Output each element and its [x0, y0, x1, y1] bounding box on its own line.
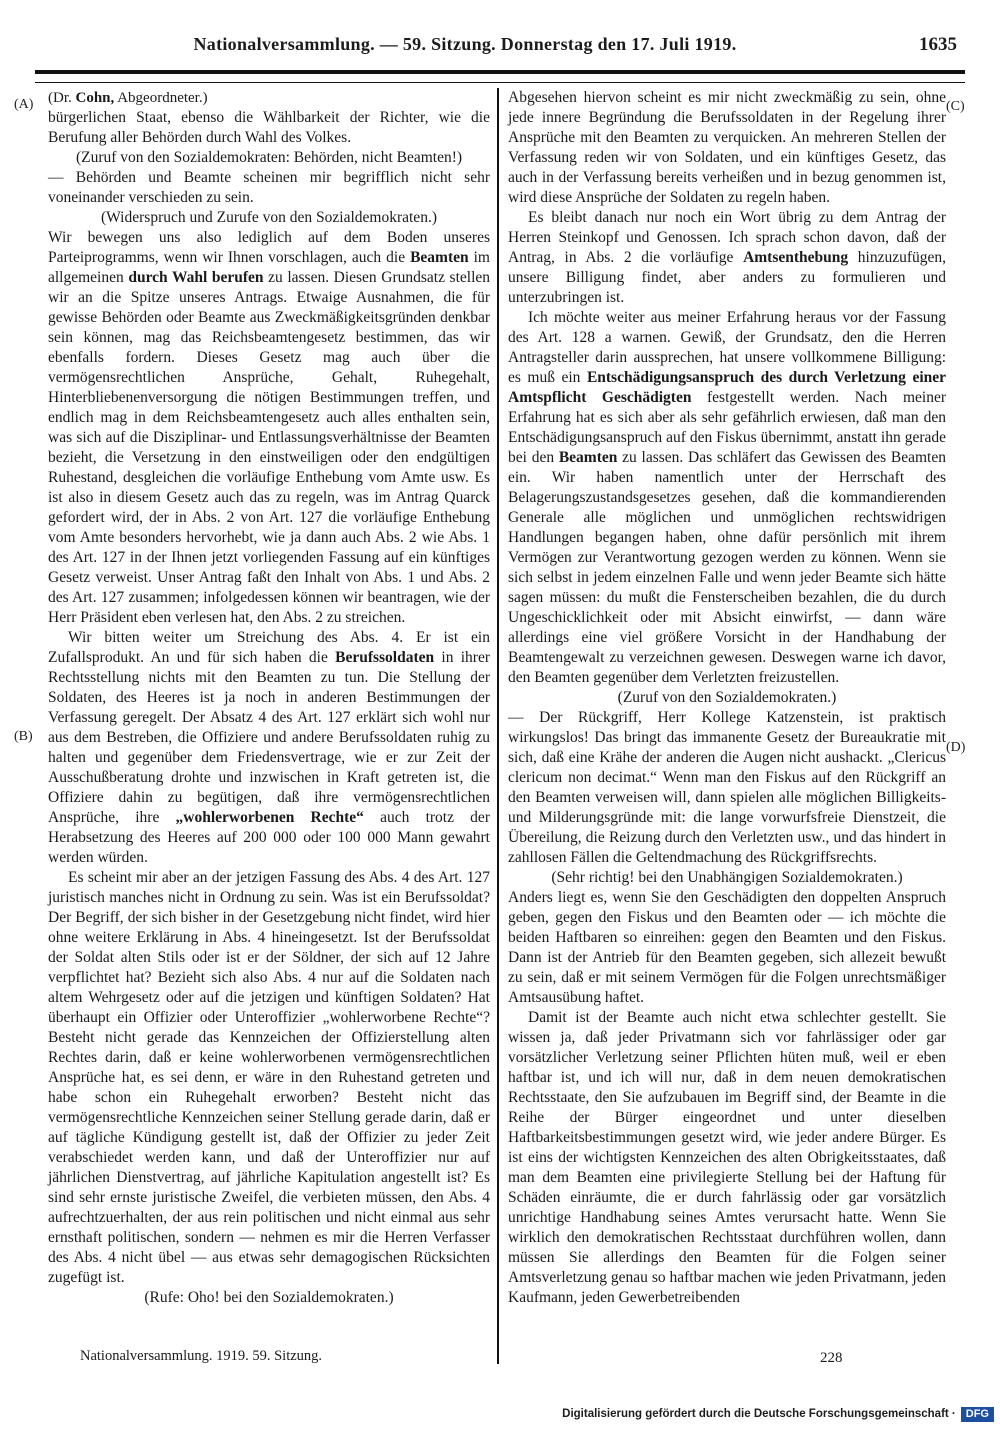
speech-paragraph: Es scheint mir aber an der jetzigen Fassung des Abs. 4 des Art. 127 juristisch manches nicht in Ordnung zu sein. Was ist ein Berufssoldat? Der Begriff, der sich bisher in der Gesetzgebung nicht findet, wird hier ohne weitere Erklärung in Abs. 4 hineingesetzt. Ist der Berufssoldat der Soldat alten Stils oder ist er der Söldner, der sich auf 12 Jahre verpflichtet hat? Bezieht sich also Abs. 4 nur auf die Soldaten nach altem Wehrgesetz oder auf die jetzigen und künftigen Soldaten? Hat überhaupt ein Offizier oder Unteroffizier „wohlerworbene Rechte“? Besteht nicht gerade das Kennzeichen der Offizierstellung alten Rechtes darin, daß er keine wohlerworbenen vermögensrechtlichen Ansprüche hat, es sei denn, er wäre in den Ruhestand getreten und habe schon ein Ruhegehalt erworben? Besteht nicht das vermögensrechtliche Kennzeichen seiner Stellung gerade darin, daß er auf tägliche Kündigung gestellt ist, daß der Offizier zu jeder Zeit verabschiedet werden kann, und daß der Unteroffizier nur auf jährlichen Dienstvertrag, auf jährliche Kapitulation angestellt ist? Es sind sehr ernste juristische Zweifel, die verbieten müssen, den Abs. 4 aufrechtzuerhalten, der aus rein politischen und nicht einmal aus sehr ernsthaft politischen, sondern — nehmen es mir die Herren Verfasser des Abs. 4 nicht übel — aus etwas sehr demagogischen Rücksichten zugefügt ist. [48, 869, 490, 1286]
margin-label-b: (B) [14, 729, 33, 744]
speech-paragraph: Wir bewegen uns also lediglich auf dem Boden unseres Parteiprogramms, wenn wir Ihnen vorschlagen, auch die Beamten im allgemeinen durch Wahl berufen zu lassen. Diesen Grundsatz stellen wir an die Spitze unseres Antrags. Etwaige Ausnahmen, die für gewisse Behörden oder Beamte aus Zweckmäßigkeitsgründen denkbar sein können, mag das Reichsbeamtengesetz bestimmen, das wir ebenfalls fordern. Dieses Gesetz mag auch über die vermögensrechtlichen Ansprüche, Gehalt, Ruhegehalt, Hinterbliebenenversorgung die nötigen Bestimmungen treffen, und endlich mag in dem Reichsbeamtengesetz auch alles enthalten sein, was sich auf die Disziplinar- und Entlassungsverhältnisse der Beamten bezieht, die Versetzung in den einstweiligen oder den endgültigen Ruhestand, desgleichen die vorläufige Enthebung vom Amte usw. Es ist also in diesem Gesetz auch das zu regeln, was im Antrag Quarck gefordert wird, der in Abs. 2 von Art. 127 die vorläufige Enthebung vom Amte besonders hervorhebt, wie ja dann auch Abs. 2 wie Abs. 1 des Art. 127 in der Ihnen jetzt vorliegenden Fassung auf ein künftiges Gesetz verweist. Unser Antrag faßt den Inhalt von Abs. 1 und Abs. 2 des Art. 127 zusammen; infolgedessen können wir beantragen, wie der Herr Präsident eben verlesen hat, den Abs. 2 zu streichen. [48, 229, 491, 626]
left-column [48, 88, 490, 1308]
stage-direction: (Widerspruch und Zurufe von den Sozialdemokraten.) [101, 209, 437, 226]
speaker-note: (Dr. Cohn, Abgeordneter.) [48, 90, 208, 106]
column-footer: Nationalversammlung. 1919. 59. Sitzung. [80, 1348, 323, 1364]
digitization-credit [562, 1404, 994, 1424]
speech-paragraph: bürgerlichen Staat, ebenso die Wählbarkeit der Richter, wie die Berufung aller Behörden durch Wahl des Volkes. [48, 109, 490, 146]
speech-paragraph: Wir bitten weiter um Streichung des Abs. 4. Er ist ein Zufallsprodukt. An und für sich haben die Berufssoldaten in ihrer Rechtsstellung nichts mit den Beamten zu tun. Die Stellung der Soldaten, des Heeres ist ja noch in anderen Bestimmungen der Verfassung geregelt. Der Absatz 4 des Art. 127 erklärt sich wohl nur aus dem Bestreben, die Offiziere und andere Berufssoldaten ruhig zu halten und gegenüber dem Friedensvertrage, wie er zur Zeit der Ausschußberatung drohte und inzwischen in Kraft getreten ist, die Offiziere dahin zu begütigen, daß ihre vermögensrechtlichen Ansprüche, ihre „wohlerworbenen Rechte“ auch trotz der Herabsetzung des Heeres auf 200 000 oder 100 000 Mann gewahrt werden würden. [48, 629, 490, 866]
sheet-number: 228 [820, 1350, 843, 1366]
dfg-logo: DFG [961, 1407, 994, 1422]
stage-direction: (Rufe: Oho! bei den Sozialdemokraten.) [144, 1289, 394, 1306]
speech-paragraph: Anders liegt es, wenn Sie den Geschädigten den doppelten Anspruch geben, gegen den Fiskus und den Beamten oder — ich möchte die beiden Haftbaren so einreihen: gegen den Beamten und den Fiskus. Dann ist der Antrieb für den Beamten gegeben, sich allezeit bewußt zu sein, daß er mit seinem Vermögen für die Folgen unrechtsmäßiger Amtsausübung haftet. [508, 889, 946, 1006]
speech-paragraph: Es bleibt danach nur noch ein Wort übrig zu dem Antrag der Herren Steinkopf und Genossen. Ich sprach schon davon, daß der Antrag, in Abs. 2 die vorläufige Amtsenthebung hinzuzufügen, unsere Billigung findet, aber anders zu formulieren und unterzubringen ist. [508, 209, 946, 306]
speech-paragraph: — Der Rückgriff, Herr Kollege Katzenstein, ist praktisch wirkungslos! Das bringt das immanente Gesetz der Bureaukratie mit sich, daß eine Krähe der anderen die Augen nicht aushackt. „Clericus clericum non decimat.“ Wenn man den Fiskus auf den Rückgriff an den Beamten verweisen will, dann spielen alle möglichen Billigkeits- und Milderungsgründe mit: die lange vorwurfsfreie Dienstzeit, die Übereilung, die Reizung durch den Verletzten usw., und das hindert in zahllosen Fällen die Geltendmachung des Rückgriffsrechts. [508, 709, 946, 866]
speech-paragraph: Abgesehen hiervon scheint es mir nicht zweckmäßig zu sein, ohne jede innere Begründung die Berufssoldaten in der Regelung ihrer Ansprüche mit den Beamten zu verquicken. An mehreren Stellen der Verfassung reden wir von Soldaten, und ein künftiges Gesetz, das auch in der Verfassung bereits verheißen und in bezug genommen ist, wird diese Ansprüche der Soldaten zu regeln haben. [508, 89, 946, 206]
page-header [35, 34, 965, 64]
stage-direction: (Zuruf von den Sozialdemokraten.) [617, 689, 837, 706]
digitization-credit-text: Digitalisierung gefördert durch die Deutsche Forschungsgemeinschaft · [562, 1408, 956, 1420]
margin-label-d: (D) [946, 740, 966, 755]
column-divider [497, 88, 499, 1364]
speech-paragraph: — Behörden und Beamte scheinen mir begrifflich nicht sehr voneinander verschieden zu sein. [48, 169, 490, 206]
margin-label-c: (C) [946, 99, 965, 114]
speech-paragraph: Ich möchte weiter aus meiner Erfahrung heraus vor der Fassung des Art. 128 a warnen. Gewiß, der Grundsatz, den die Herren Antragsteller darin aussprechen, hat unsere vollkommene Billigung: es muß ein Entschädigungsanspruch des durch Verletzung einer Amtspflicht Geschädigten festgestellt werden. Nach meiner Erfahrung hat es sich aber als sehr gefährlich erwiesen, daß man den Entschädigungsanspruch auf den Fiskus übernimmt, anstatt ihn gerade bei den Beamten zu lassen. Das schläfert das Gewissen des Beamten ein. Wir haben namentlich unter der Herrschaft des Belagerungszustandsgesetzes gesehen, daß die kommandierenden Generale alle möglichen und unmöglichen rechtswidrigen Handlungen begangen haben, ohne dafür persönlich mit ihrem Vermögen zur Verantwortung gezogen werden zu können. Wenn sie sich selbst in jedem einzelnen Falle und wenn jeder Beamte sich hätte sagen müssen: du mußt die Fensterscheiben bezahlen, die du durch Ungeschicklichkeit oder mit Absicht einwirfst, — dann wäre allerdings eine viel größere Vorsicht in der Handhabung der Beamtengewalt zu verzeichnen gewesen. Deswegen warne ich davor, den Beamten gegenüber dem Verletzten freizustellen. [508, 309, 947, 686]
stage-direction: (Sehr richtig! bei den Unabhängigen Sozialdemokraten.) [551, 869, 903, 886]
speech-paragraph: Damit ist der Beamte auch nicht etwa schlechter gestellt. Sie wissen ja, daß jeder Privatmann sich vor fahrlässiger oder gar vorsätzlicher Verletzung seiner Pflichten hüten muß, weil er eben haftbar ist, und ich will nur, daß in dem neuen demokratischen Rechtsstaate, den Sie aufzubauen im Begriff sind, der Beamte in die Reihe der Bürger eingeordnet und unter dieselben Haftbarkeitsbestimmungen gesetzt wird, wie jeder andere Bürger. Es ist eins der wichtigsten Kennzeichen des alten Obrigkeitsstaates, daß man dem Beamten eine privilegierte Stellung bei der Haftung für Schäden einräumte, die er durch fahrlässig oder gar vorsätzlich unrichtige Handhabung seines Amtes verursacht hatte. Wenn Sie wirklich den demokratischen Rechtsstaat durchführen wollen, dann müssen Sie allerdings den Beamten für die Folgen seiner Amtsverletzung genau so haftbar machen wie jeden Privatmann, jeden Kaufmann, jeden Gewerbetreibenden [508, 1009, 946, 1306]
header-rule [35, 70, 965, 83]
stage-direction: (Zuruf von den Sozialdemokraten: Behörden, nicht Beamten!) [75, 149, 463, 166]
page-title: Nationalversammlung. — 59. Sitzung. Donnerstag den 17. Juli 1919. [193, 34, 737, 54]
margin-label-a: (A) [14, 97, 34, 112]
page-number: 1635 [919, 34, 957, 55]
right-column [508, 88, 946, 1308]
